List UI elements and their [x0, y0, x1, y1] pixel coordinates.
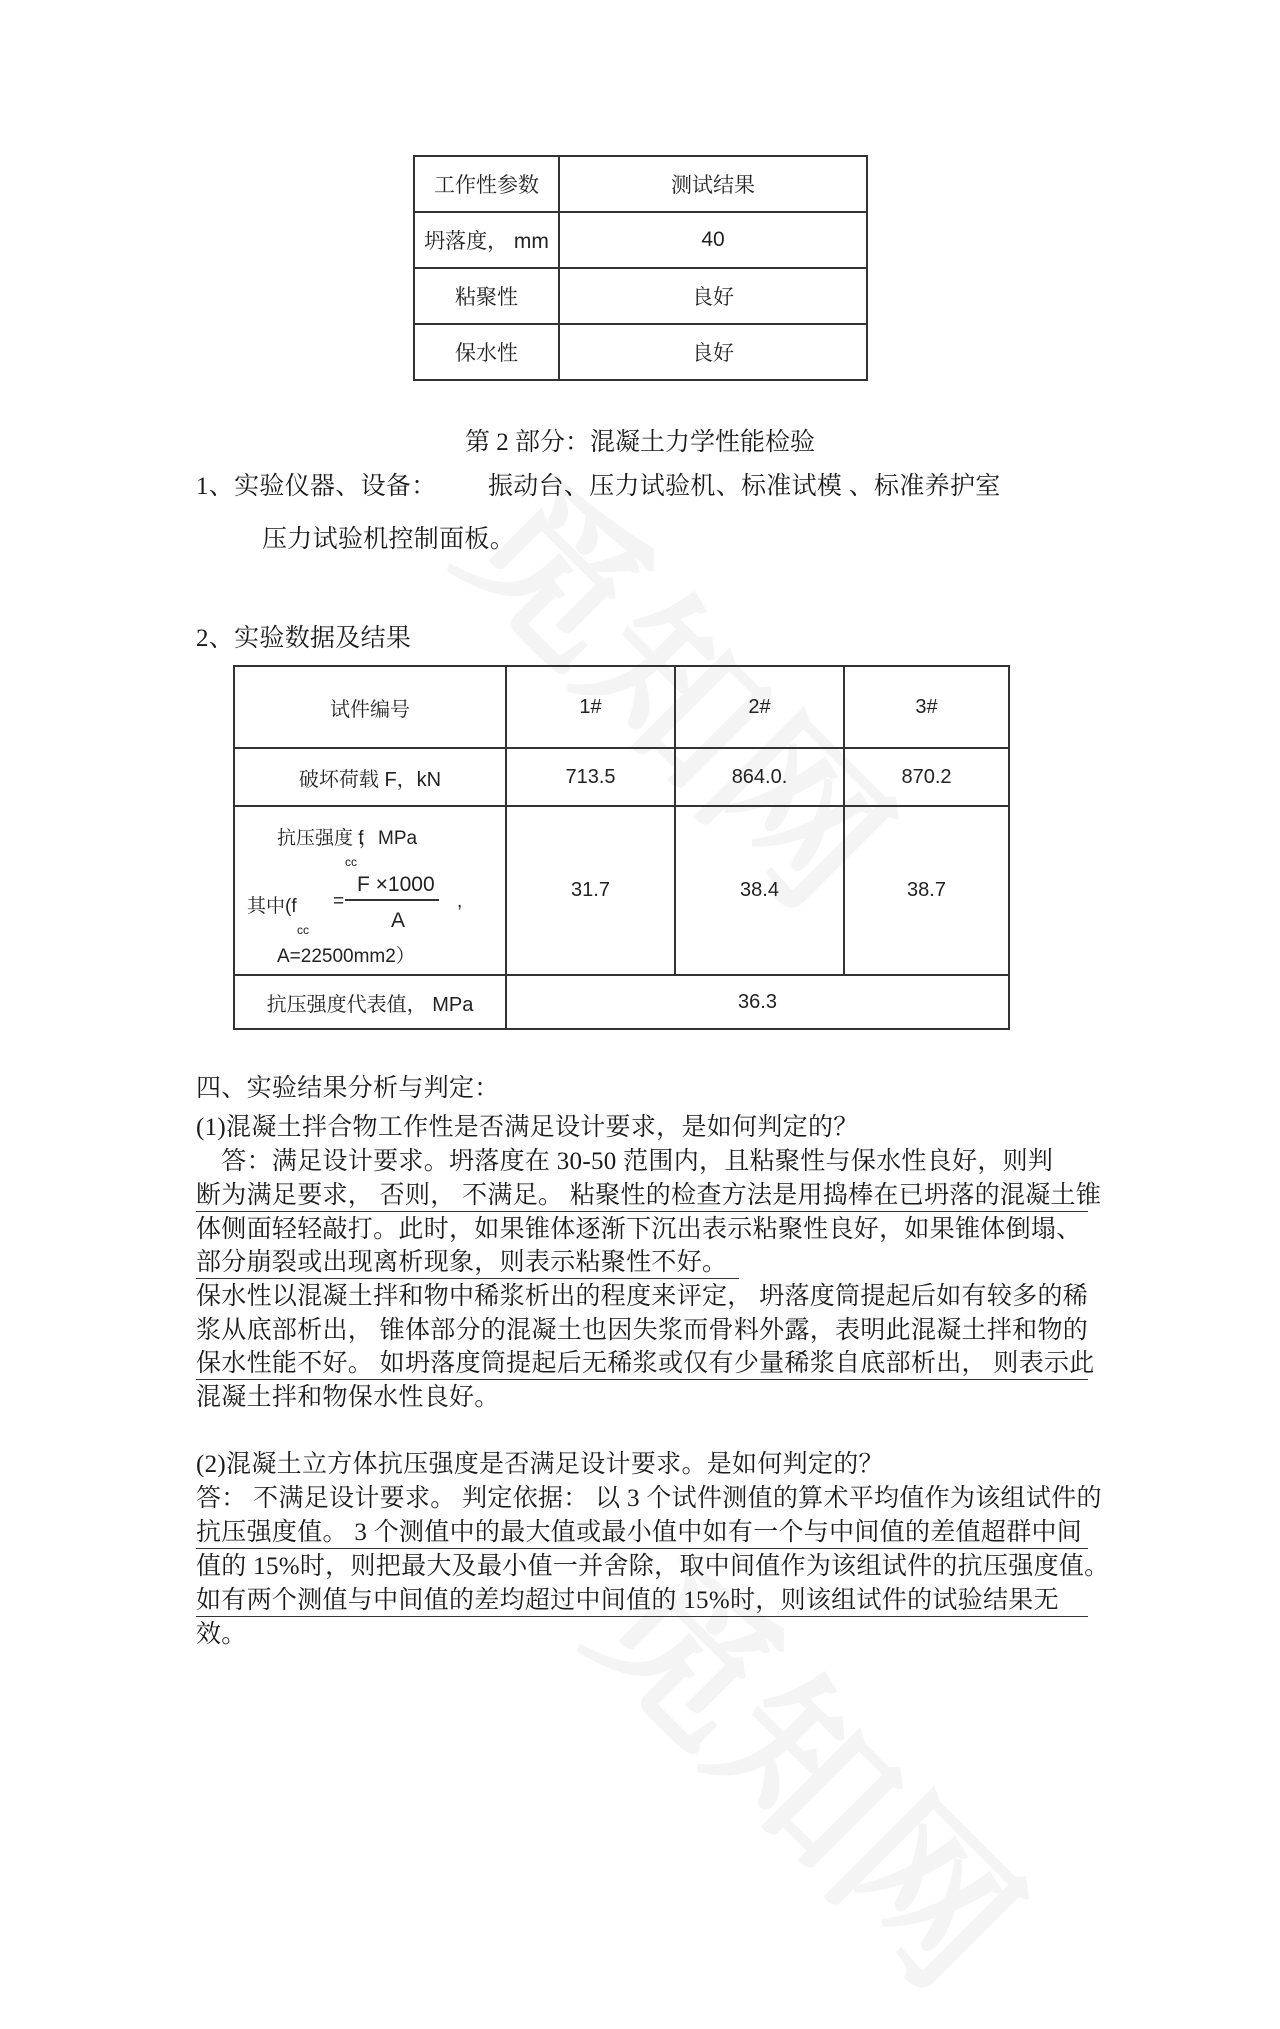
- analysis-heading: 四、实验结果分析与判定：: [196, 1075, 500, 1102]
- rep-label: 抗压强度代表值， MPa: [234, 975, 506, 1029]
- header-cell: 测试结果: [559, 156, 867, 212]
- answer-1-line: 部分崩裂或出现离析现象，则表示粘聚性不好。: [196, 1248, 739, 1279]
- table-header-row: [234, 666, 1009, 748]
- table-row: [414, 268, 867, 324]
- table-header-row: [414, 156, 867, 212]
- subscript: cc: [297, 922, 309, 937]
- answer-2-line: 如有两个测值与中间值的差均超过中间值的 15%时，则该组试件的试验结果无: [196, 1586, 1088, 1617]
- load-value: 713.5: [506, 748, 675, 806]
- data-heading: 2、实验数据及结果: [196, 625, 412, 652]
- answer-1-line: 浆从底部析出， 锥体部分的混凝土也因失浆而骨料外露，表明此混凝土拌和物的: [196, 1317, 1089, 1344]
- answer-2-line: 答： 不满足设计要求。 判定依据： 以 3 个试件测值的算术平均值作为该组试件的: [196, 1485, 1102, 1512]
- answer-1-line: 保水性以混凝土拌和物中稀浆析出的程度来评定， 坍落度筒提起后如有较多的稀: [196, 1283, 1089, 1310]
- strength-formula: [235, 811, 505, 971]
- workability-table: [413, 155, 868, 381]
- answer-1-line: 断为满足要求， 否则， 不满足。 粘聚性的检查方法是用捣棒在已坍落的混凝土锥: [196, 1181, 1088, 1212]
- header-cell: 试件编号: [234, 666, 506, 748]
- strength-label-cell: [234, 806, 506, 975]
- answer-1-line: 保水性能不好。 如坍落度筒提起后无稀浆或仅有少量稀浆自底部析出， 则表示此: [196, 1349, 1088, 1380]
- question-1: (1)混凝土拌合物工作性是否满足设计要求，是如何判定的？: [196, 1114, 859, 1141]
- denominator: A: [391, 908, 406, 932]
- strength-value: 38.4: [675, 806, 844, 975]
- strength-table: [233, 665, 1010, 1030]
- result-cell: 良好: [559, 324, 867, 380]
- area-note: A=22500mm2）: [277, 945, 415, 967]
- equals: =: [333, 890, 345, 912]
- header-cell: 3#: [844, 666, 1009, 748]
- table-row: [234, 975, 1009, 1029]
- header-cell: 1#: [506, 666, 675, 748]
- answer-2-line: 效。: [196, 1621, 247, 1648]
- rep-value: 36.3: [506, 975, 1009, 1029]
- param-cell: 粘聚性: [414, 268, 559, 324]
- formula-prefix: 其中(f: [247, 895, 297, 917]
- question-2: (2)混凝土立方体抗压强度是否满足设计要求。是如何判定的？: [196, 1451, 884, 1478]
- table-row: [234, 806, 1009, 975]
- result-cell: 40: [559, 212, 867, 268]
- equipment-label: 1、实验仪器、设备：: [196, 473, 437, 500]
- param-cell: 坍落度， mm: [414, 212, 559, 268]
- strength-value: 31.7: [506, 806, 675, 975]
- load-value: 864.0.: [675, 748, 844, 806]
- param-cell: 保水性: [414, 324, 559, 380]
- answer-2-line: 值的 15%时，则把最大及最小值一并舍除，取中间值作为该组试件的抗压强度值。: [196, 1553, 1110, 1580]
- comma: ,: [457, 890, 463, 912]
- unit: ，MPa: [359, 827, 418, 849]
- header-cell: 工作性参数: [414, 156, 559, 212]
- header-cell: 2#: [675, 666, 844, 748]
- strength-label: 抗压强度 f: [277, 827, 364, 849]
- table-row: [234, 748, 1009, 806]
- load-label: 破坏荷载 F，kN: [234, 748, 506, 806]
- subscript: cc: [345, 854, 357, 869]
- equipment-line2: 压力试验机控制面板。: [262, 526, 516, 553]
- table-row: [414, 324, 867, 380]
- answer-1-line: 答：满足设计要求。坍落度在 30-50 范围内，且粘聚性与保水性良好，则判: [196, 1148, 1054, 1175]
- answer-1-line: 体侧面轻轻敲打。此时，如果锥体逐渐下沉出表示粘聚性良好，如果锥体倒塌、: [196, 1216, 1082, 1243]
- numerator: F ×1000: [345, 873, 439, 901]
- section-title: 第 2 部分：混凝土力学性能检验: [464, 429, 815, 456]
- result-cell: 良好: [559, 268, 867, 324]
- answer-1-line: 混凝土拌和物保水性良好。: [196, 1384, 500, 1411]
- answer-2-line: 抗压强度值。 3 个测值中的最大值或最小值中如有一个与中间值的差值超群中间: [196, 1518, 1088, 1549]
- load-value: 870.2: [844, 748, 1009, 806]
- strength-value: 38.7: [844, 806, 1009, 975]
- table-row: [414, 212, 867, 268]
- equipment-items: 振动台、压力试验机、标准试模 、标准养护室: [488, 473, 1001, 500]
